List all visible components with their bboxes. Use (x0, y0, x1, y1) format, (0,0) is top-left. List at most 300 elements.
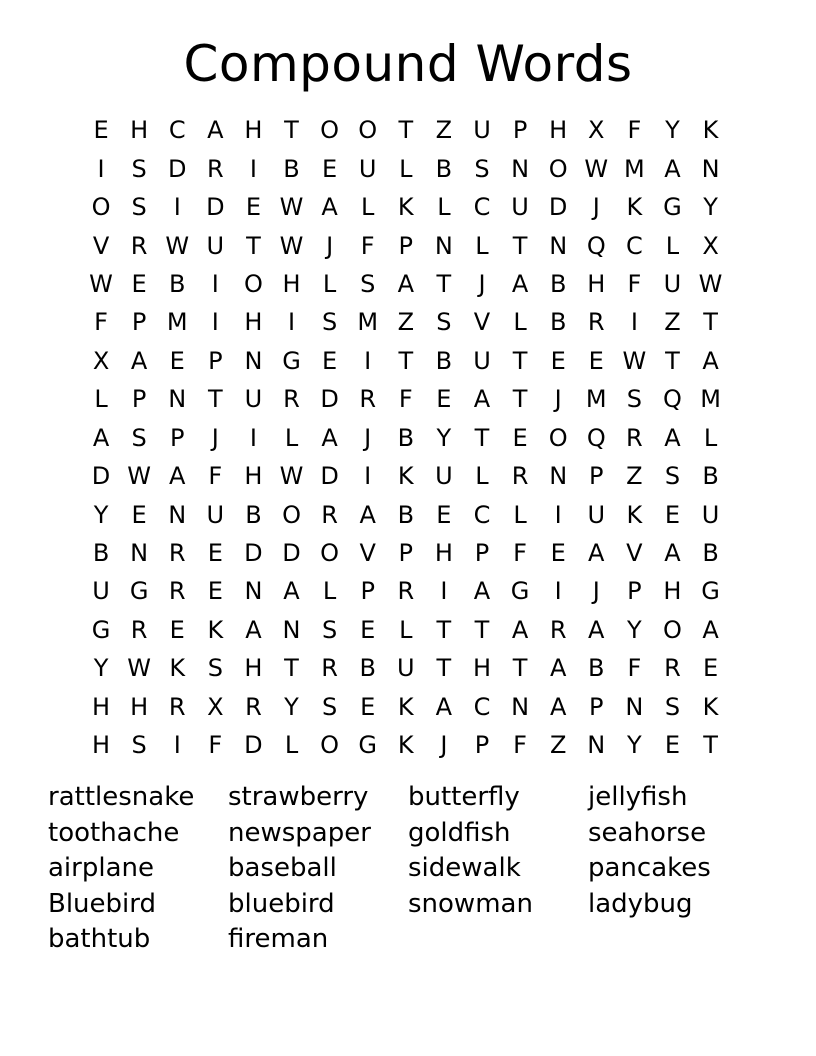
grid-letter: G (510, 577, 530, 606)
grid-letter: A (435, 692, 453, 721)
grid-letter: T (703, 308, 718, 337)
grid-letter: O (91, 193, 111, 222)
grid-letter: H (244, 116, 263, 145)
grid-letter: W (622, 346, 647, 375)
grid-letter: W (279, 193, 304, 222)
grid-letter: E (169, 615, 185, 644)
grid-letter: U (587, 500, 606, 529)
grid-letter: Y (284, 692, 299, 721)
grid-letter: I (249, 154, 257, 183)
grid-letter: T (665, 346, 680, 375)
grid-letter: W (165, 231, 190, 260)
grid-letter: P (398, 539, 414, 568)
grid-letter: D (282, 539, 301, 568)
grid-letter: L (475, 231, 489, 260)
grid-letter: V (473, 308, 491, 337)
grid-letter: H (587, 269, 606, 298)
grid-letter: M (357, 308, 379, 337)
grid-letter: P (169, 423, 185, 452)
grid-letter: I (173, 193, 181, 222)
grid-letter: B (702, 539, 719, 568)
grid-letter: S (664, 462, 681, 491)
grid-letter: B (245, 500, 262, 529)
grid-letter: N (434, 231, 453, 260)
grid-letter: Y (627, 615, 642, 644)
grid-letter: H (130, 692, 149, 721)
grid-letter: H (92, 692, 111, 721)
grid-letter: N (587, 731, 606, 760)
grid-letter: M (585, 385, 607, 414)
grid-letter: B (283, 154, 300, 183)
grid-letter: B (397, 423, 415, 452)
grid-letter: Y (665, 116, 680, 145)
grid-letter: T (474, 423, 490, 452)
grid-letter: F (513, 731, 527, 760)
grid-letter: B (435, 346, 453, 375)
grid-letter: O (663, 615, 682, 644)
grid-letter: Y (627, 731, 642, 760)
grid-letter: C (473, 692, 491, 721)
grid-letter: S (131, 731, 147, 760)
grid-letter: I (211, 269, 219, 298)
grid-letter: S (321, 615, 338, 644)
grid-letter: K (397, 731, 414, 760)
grid-letter: I (211, 308, 219, 337)
grid-letter: B (397, 500, 415, 529)
word-bank-item: Bluebird (48, 888, 156, 919)
grid-letter: V (626, 539, 643, 568)
grid-letter: K (626, 193, 643, 222)
grid-letter: J (211, 423, 219, 452)
grid-letter: L (665, 231, 680, 260)
grid-letter: E (702, 654, 719, 683)
grid-letter: U (206, 500, 225, 529)
grid-letter: S (321, 308, 338, 337)
grid-letter: S (321, 692, 338, 721)
grid-letter: I (364, 462, 372, 491)
grid-letter: Y (93, 500, 109, 529)
word-bank-item: airplane (48, 853, 154, 883)
grid-letter: B (169, 269, 186, 298)
grid-letter: L (361, 193, 375, 222)
grid-letter: N (130, 539, 149, 568)
grid-letter: A (207, 116, 224, 145)
grid-letter: C (168, 116, 186, 145)
grid-letter: A (664, 539, 681, 568)
grid-letter: T (207, 385, 223, 414)
grid-letter: J (478, 269, 486, 298)
word-bank-item: ladybug (588, 888, 693, 919)
grid-letter: T (246, 231, 261, 260)
grid-letter: R (130, 231, 148, 260)
grid-letter: B (588, 654, 605, 683)
word-bank-item (588, 922, 768, 958)
grid-letter: P (474, 731, 490, 760)
grid-letter: T (436, 615, 452, 644)
grid-letter: R (283, 385, 300, 414)
grid-letter: L (513, 500, 527, 529)
grid-letter: E (93, 116, 109, 145)
grid-letter: S (436, 308, 452, 337)
grid-letter: J (364, 423, 372, 452)
grid-letter: P (474, 539, 490, 568)
grid-letter: G (91, 615, 111, 644)
grid-letter: E (664, 731, 681, 760)
grid-letter: N (549, 462, 568, 491)
grid-letter: A (473, 577, 491, 606)
grid-letter: P (208, 346, 223, 375)
grid-letter: A (664, 154, 681, 183)
grid-letter: L (437, 193, 451, 222)
grid-letter: K (702, 116, 719, 145)
grid-letter: P (398, 231, 414, 260)
word-bank-item: sidewalk (408, 853, 521, 883)
grid-letter: I (249, 423, 257, 452)
grid-letter: I (630, 308, 638, 337)
grid-letter: I (287, 308, 296, 337)
grid-letter: L (94, 385, 108, 414)
grid-letter: R (397, 577, 415, 606)
grid-letter: N (625, 692, 644, 721)
grid-letter: G (701, 577, 720, 606)
grid-letter: U (701, 500, 720, 529)
grid-letter: H (244, 462, 263, 491)
grid-letter: N (244, 577, 263, 606)
word-bank-item: seahorse (588, 817, 707, 848)
grid-letter: I (554, 500, 562, 529)
grid-letter: F (513, 539, 527, 568)
grid-letter: K (397, 462, 414, 491)
grid-letter: A (702, 615, 719, 644)
grid-letter: F (208, 731, 223, 760)
grid-letter: E (322, 346, 338, 375)
word-bank-item: goldfish (408, 817, 511, 848)
grid-letter: R (549, 615, 567, 644)
word-search-grid (82, 111, 730, 764)
grid-letter: U (397, 654, 415, 683)
grid-letter: T (398, 116, 414, 145)
grid-letter: A (511, 615, 529, 644)
grid-letter: F (94, 308, 108, 337)
grid-letter: W (279, 462, 304, 491)
grid-letter: O (320, 539, 340, 568)
grid-letter: U (473, 346, 491, 375)
grid-letter: L (322, 269, 337, 298)
grid-letter: E (512, 423, 528, 452)
grid-letter: L (703, 423, 718, 452)
word-bank-item: fireman (228, 924, 329, 954)
grid-letter: F (627, 269, 642, 298)
grid-letter: O (282, 500, 301, 529)
grid-letter: A (397, 269, 414, 298)
grid-letter: P (589, 462, 604, 491)
grid-letter: N (168, 385, 187, 414)
grid-letter: W (698, 269, 723, 298)
grid-letter: R (511, 462, 529, 491)
grid-letter: O (358, 116, 378, 145)
grid-letter: V (92, 231, 110, 260)
grid-letter: E (550, 346, 566, 375)
grid-letter: S (131, 154, 147, 183)
grid-letter: I (97, 154, 105, 183)
grid-letter: R (245, 692, 262, 721)
grid-letter: U (244, 385, 263, 414)
grid-letter: Z (397, 308, 415, 337)
grid-letter: U (358, 154, 377, 183)
grid-letter: Z (626, 462, 643, 491)
grid-letter: C (473, 500, 491, 529)
grid-letter: R (587, 308, 605, 337)
grid-letter: S (626, 385, 642, 414)
grid-letter: K (397, 692, 414, 721)
grid-letter: B (549, 308, 567, 337)
grid-letter: R (130, 615, 148, 644)
grid-letter: T (398, 346, 414, 375)
grid-letter: N (168, 500, 187, 529)
grid-letter: W (89, 269, 113, 298)
grid-letter: E (360, 692, 376, 721)
grid-letter: J (592, 577, 600, 606)
grid-letter: T (284, 654, 299, 683)
grid-letter: H (244, 308, 263, 337)
grid-letter: B (549, 269, 567, 298)
grid-letter: Q (586, 423, 606, 452)
grid-letter: B (702, 462, 719, 491)
grid-letter: P (360, 577, 375, 606)
grid-letter: D (244, 731, 263, 760)
grid-letter: A (664, 423, 681, 452)
grid-letter: H (282, 269, 301, 298)
grid-letter: B (435, 154, 453, 183)
grid-letter: Z (664, 308, 681, 337)
grid-letter: M (166, 308, 188, 337)
grid-letter: B (92, 539, 110, 568)
grid-letter: X (207, 692, 224, 721)
grid-letter: A (473, 385, 491, 414)
grid-letter: A (588, 539, 605, 568)
grid-letter: D (206, 193, 225, 222)
grid-letter: I (173, 731, 181, 760)
grid-letter: R (321, 654, 338, 683)
grid-letter: Y (93, 654, 109, 683)
grid-letter: L (513, 308, 527, 337)
grid-letter: H (130, 116, 149, 145)
grid-letter: H (549, 116, 568, 145)
grid-letter: O (548, 154, 568, 183)
grid-letter: X (92, 346, 110, 375)
grid-letter: A (169, 462, 186, 491)
grid-letter: I (364, 346, 372, 375)
grid-letter: L (399, 615, 413, 644)
grid-letter: T (512, 654, 528, 683)
grid-letter: Z (549, 731, 567, 760)
page-title: Compound Words (183, 35, 633, 93)
grid-letter: S (474, 154, 490, 183)
grid-letter: N (701, 154, 720, 183)
grid-letter: A (549, 692, 567, 721)
word-bank-item: bluebird (228, 888, 335, 919)
grid-letter: A (321, 193, 338, 222)
grid-letter: U (473, 116, 491, 145)
grid-letter: E (131, 269, 147, 298)
grid-letter: R (206, 154, 224, 183)
grid-letter: P (512, 116, 528, 145)
grid-letter: W (127, 462, 151, 491)
grid-letter: S (207, 654, 223, 683)
grid-letter: E (360, 615, 376, 644)
grid-letter: W (127, 654, 151, 683)
grid-letter: U (663, 269, 682, 298)
grid-letter: D (244, 539, 263, 568)
grid-letter: E (322, 154, 338, 183)
grid-letter: R (168, 539, 186, 568)
grid-letter: O (243, 269, 263, 298)
grid-letter: V (359, 539, 376, 568)
grid-letter: G (663, 193, 682, 222)
grid-letter: I (440, 577, 448, 606)
word-bank-item: butterfly (408, 782, 520, 812)
grid-letter: H (244, 654, 263, 683)
grid-letter: Z (435, 116, 453, 145)
grid-letter: F (208, 462, 223, 491)
grid-letter: G (282, 346, 301, 375)
grid-letter: H (663, 577, 682, 606)
grid-letter: E (245, 193, 261, 222)
grid-letter: X (588, 116, 605, 145)
word-bank-item: toothache (48, 817, 180, 848)
grid-letter: Q (586, 231, 606, 260)
grid-letter: O (320, 116, 340, 145)
grid-letter: Y (703, 193, 718, 222)
grid-letter: L (475, 462, 489, 491)
grid-letter: R (168, 577, 186, 606)
grid-letter: S (664, 692, 681, 721)
grid-letter: E (664, 500, 681, 529)
grid-letter: A (588, 615, 605, 644)
grid-letter: A (130, 346, 148, 375)
grid-letter: G (129, 577, 149, 606)
grid-letter: D (167, 154, 187, 183)
grid-letter: R (626, 423, 643, 452)
grid-letter: O (548, 423, 568, 452)
grid-letter: D (320, 385, 339, 414)
grid-letter: A (92, 423, 110, 452)
grid-letter: T (436, 654, 452, 683)
grid-letter: R (359, 385, 377, 414)
grid-letter: B (359, 654, 376, 683)
grid-letter: H (472, 654, 491, 683)
grid-letter: X (702, 231, 719, 260)
grid-letter: N (549, 231, 568, 260)
grid-letter: T (284, 116, 299, 145)
grid-letter: J (440, 731, 448, 760)
grid-letter: C (473, 193, 491, 222)
word-bank-item (408, 922, 588, 958)
grid-letter: K (626, 500, 643, 529)
grid-letter: E (436, 500, 452, 529)
grid-letter: D (548, 193, 568, 222)
grid-letter: U (511, 193, 529, 222)
grid-letter: N (511, 154, 530, 183)
grid-letter: P (589, 692, 604, 721)
grid-letter: T (703, 731, 718, 760)
grid-letter: D (91, 462, 111, 491)
grid-letter: K (169, 654, 186, 683)
grid-letter: S (131, 193, 147, 222)
grid-letter: M (624, 154, 645, 183)
grid-letter: F (360, 231, 375, 260)
grid-letter: N (511, 692, 530, 721)
grid-letter: Q (663, 385, 682, 414)
word-bank (48, 780, 768, 958)
grid-letter: K (207, 615, 224, 644)
word-bank-item: pancakes (588, 853, 711, 883)
grid-letter: L (399, 154, 413, 183)
grid-letter: L (284, 731, 299, 760)
word-bank-item: newspaper (228, 817, 371, 848)
grid-letter: T (474, 615, 490, 644)
grid-letter: E (131, 500, 147, 529)
grid-letter: T (512, 346, 528, 375)
grid-letter: J (554, 385, 562, 414)
grid-letter: D (320, 462, 339, 491)
grid-letter: Y (436, 423, 452, 452)
grid-letter: T (436, 269, 452, 298)
grid-letter: A (321, 423, 338, 452)
grid-letter: C (625, 231, 643, 260)
word-bank-item: baseball (228, 853, 337, 883)
grid-letter: T (512, 385, 528, 414)
grid-letter: K (702, 692, 719, 721)
grid-letter: K (397, 193, 414, 222)
grid-letter: A (283, 577, 300, 606)
grid-letter: L (284, 423, 299, 452)
grid-letter: E (207, 577, 223, 606)
grid-letter: T (512, 231, 528, 260)
grid-letter: G (358, 731, 377, 760)
grid-letter: F (627, 116, 642, 145)
grid-letter: P (131, 308, 147, 337)
grid-letter: S (131, 423, 147, 452)
grid-letter: U (435, 462, 453, 491)
grid-letter: W (584, 154, 609, 183)
grid-letter: J (592, 193, 600, 222)
grid-letter: H (92, 731, 111, 760)
grid-letter: P (627, 577, 642, 606)
grid-letter: N (282, 615, 301, 644)
word-bank-item: jellyfish (588, 782, 688, 812)
word-bank-item: rattlesnake (48, 782, 195, 812)
grid-letter: A (245, 615, 262, 644)
grid-letter: A (511, 269, 529, 298)
grid-letter: I (554, 577, 562, 606)
grid-letter: U (206, 231, 225, 260)
word-bank-item: strawberry (228, 782, 369, 812)
grid-letter: M (700, 385, 721, 414)
grid-letter: O (320, 731, 340, 760)
grid-letter: P (131, 385, 147, 414)
word-bank-item: snowman (408, 888, 533, 919)
grid-letter: F (627, 654, 642, 683)
grid-letter: N (244, 346, 263, 375)
grid-letter: S (360, 269, 376, 298)
grid-letter: L (322, 577, 337, 606)
grid-letter: U (92, 577, 110, 606)
grid-letter: E (169, 346, 185, 375)
grid-letter: R (168, 692, 186, 721)
grid-letter: E (588, 346, 604, 375)
grid-letter: F (398, 385, 413, 414)
